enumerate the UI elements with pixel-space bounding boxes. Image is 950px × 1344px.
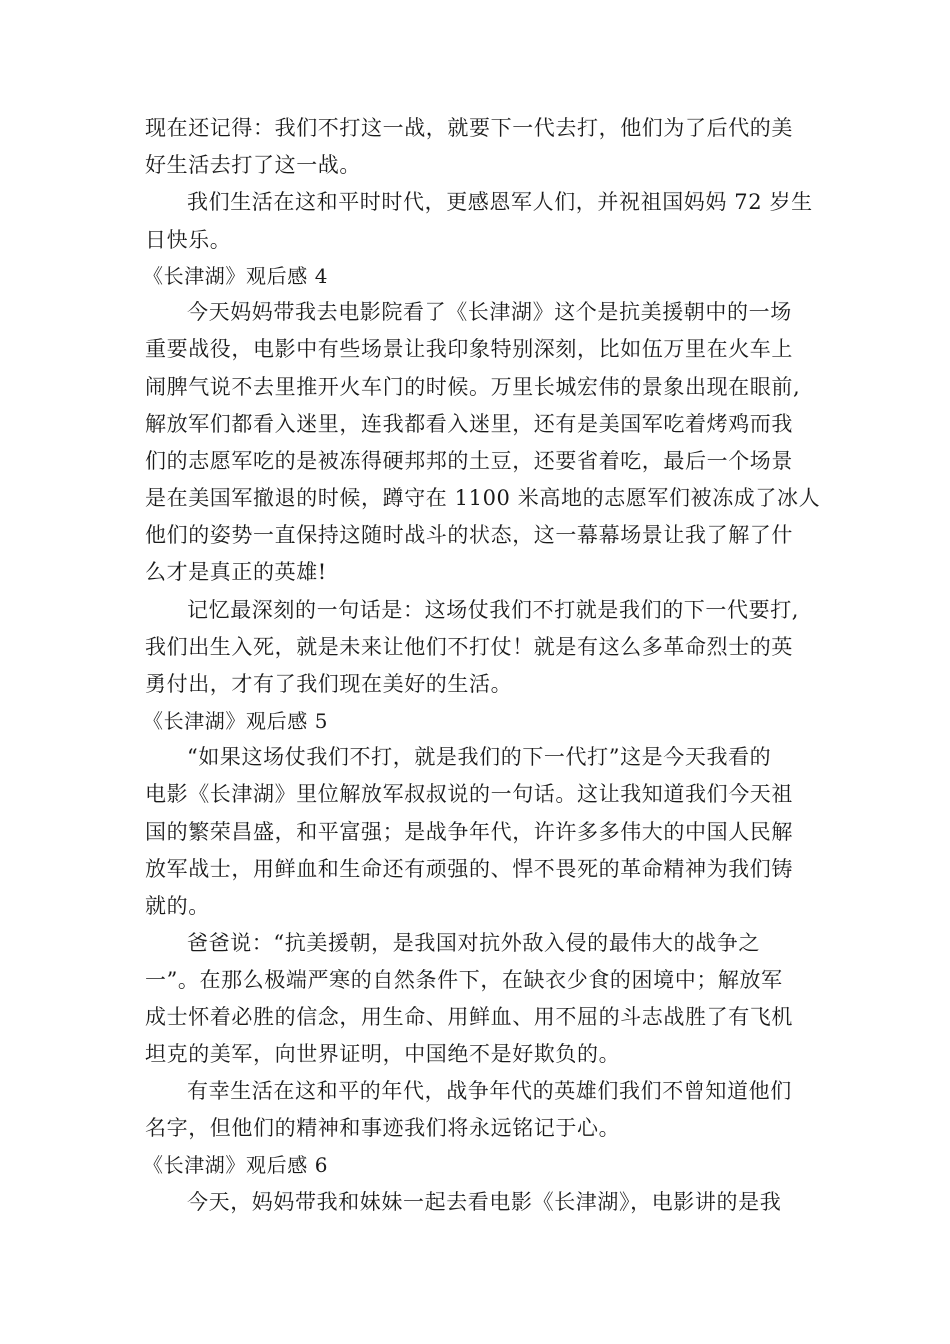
paragraph-line: “如果这场仗我们不打，就是我们的下一代打”这是今天我看的 <box>187 745 772 769</box>
paragraph-line: 现在还记得：我们不打这一战，就要下一代去打，他们为了后代的美 <box>145 116 793 140</box>
paragraph-line: 电影《长津湖》里位解放军叔叔说的一句话。这让我知道我们今天祖 <box>145 782 793 806</box>
paragraph-line: 是在美国军撤退的时候，蹲守在 1100 米高地的志愿军们被冻成了冰人 <box>145 486 821 510</box>
paragraph-line: 爸爸说：“抗美援朝，是我国对抗外敌入侵的最伟大的战争之 <box>187 931 760 955</box>
paragraph-line: 我们出生入死，就是未来让他们不打仗！就是有这么多革命烈士的英 <box>145 635 793 659</box>
section-heading: 《长津湖》观后感 6 <box>143 1153 329 1177</box>
paragraph-line: 闹脾气说不去里推开火车门的时候。万里长城宏伟的景象出现在眼前, <box>145 375 801 399</box>
paragraph-line: 就的。 <box>145 894 210 918</box>
paragraph-line: 国的繁荣昌盛，和平富强；是战争年代，许许多多伟大的中国人民解 <box>145 820 793 844</box>
paragraph-line: 一”。在那么极端严寒的自然条件下，在缺衣少食的困境中；解放军 <box>145 968 783 992</box>
paragraph-line: 放军战士，用鲜血和生命还有顽强的、悍不畏死的革命精神为我们铸 <box>145 857 793 881</box>
paragraph-line: 勇付出，才有了我们现在美好的生活。 <box>145 672 513 696</box>
paragraph-line: 名字，但他们的精神和事迹我们将永远铭记于心。 <box>145 1116 621 1140</box>
paragraph-line: 重要战役，电影中有些场景让我印象特别深刻，比如伍万里在火车上 <box>145 337 793 361</box>
paragraph-line: 有幸生活在这和平的年代，战争年代的英雄们我们不曾知道他们 <box>187 1079 792 1103</box>
paragraph-line: 坦克的美军，向世界证明，中国绝不是好欺负的。 <box>145 1042 621 1066</box>
paragraph-line: 成士怀着必胜的信念，用生命、用鲜血、用不屈的斗志战胜了有飞机 <box>145 1005 793 1029</box>
section-heading: 《长津湖》观后感 4 <box>143 264 329 288</box>
paragraph-line: 么才是真正的英雄! <box>145 560 327 584</box>
section-heading: 《长津湖》观后感 5 <box>143 709 329 733</box>
paragraph-line: 他们的姿势一直保持这随时战斗的状态，这一幕幕场景让我了解了什 <box>145 523 793 547</box>
paragraph-line: 我们生活在这和平时时代，更感恩军人们，并祝祖国妈妈 72 岁生 <box>187 190 813 214</box>
paragraph-line: 解放军们都看入迷里，连我都看入迷里，还有是美国军吃着烤鸡而我 <box>145 412 793 436</box>
paragraph-line: 记忆最深刻的一句话是：这场仗我们不打就是我们的下一代要打, <box>187 598 800 622</box>
paragraph-line: 今天，妈妈带我和妹妹一起去看电影《长津湖》，电影讲的是我 <box>187 1190 782 1214</box>
paragraph-line: 们的志愿军吃的是被冻得硬邦邦的土豆，还要省着吃，最后一个场景 <box>145 449 793 473</box>
paragraph-line: 日快乐。 <box>145 228 232 252</box>
paragraph-line: 今天妈妈带我去电影院看了《长津湖》这个是抗美援朝中的一场 <box>187 300 792 324</box>
paragraph-line: 好生活去打了这一战。 <box>145 153 361 177</box>
